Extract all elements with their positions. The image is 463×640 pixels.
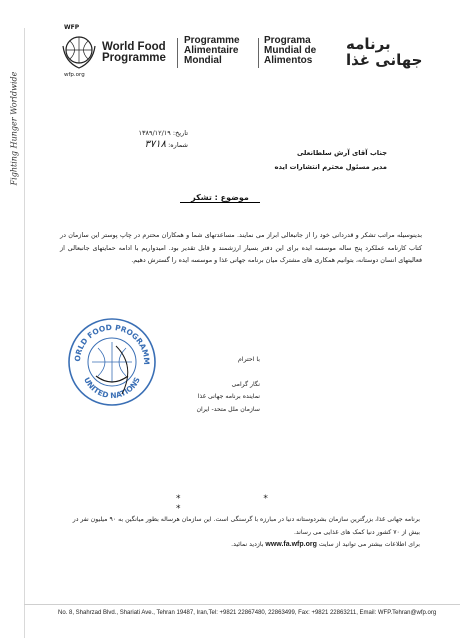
signer-name: نگار گرامی xyxy=(231,380,260,388)
header-separator xyxy=(258,38,259,68)
org-name-spanish xyxy=(264,36,316,66)
more-info-line xyxy=(60,539,420,552)
org-name-persian-line2: جهانی غذا xyxy=(346,51,423,69)
office-address: No. 8, Shahrzad Blvd., Shariati Ave., Tehran 19487, Iran,Tel: +9821 22867480, 22863499, Fax: +9821 22863211, Email: WFP.Tehran@wfp.org xyxy=(58,610,437,616)
org-name-french-line2: Alimentaire xyxy=(184,45,239,56)
about-paragraph: برنامه جهانی غذا، بزرگترین سازمان بشردوستانه دنیا در مبارزه با گرسنگی است. این سازمان هرساله بطور میانگین به ۹۰ میلیون نفر در بیش از ۷۰ کشور دنیا کمک های غذایی می رساند. xyxy=(72,516,420,536)
footer-rule xyxy=(24,604,460,605)
more-info-end: بازدید نمائید. xyxy=(231,541,264,548)
org-name-persian xyxy=(346,36,444,68)
number-label: شماره: xyxy=(168,141,188,149)
number-value: ۳۷۱۸ xyxy=(144,139,166,150)
date-label: تاریخ: xyxy=(172,129,188,137)
about-wfp xyxy=(60,514,420,552)
org-name-french xyxy=(184,36,240,66)
slogan-text: Fighting Hunger Worldwide xyxy=(9,71,19,186)
wfp-logo-icon xyxy=(60,24,98,72)
org-name-french-line3: Mondial xyxy=(184,55,222,66)
org-name-english-line1: World Food xyxy=(102,41,166,53)
svg-text:UNITED NATIONS: UNITED NATIONS xyxy=(82,375,142,401)
subject-line: موضوع : تشکر xyxy=(180,193,260,203)
signer-org: سازمان ملل متحد- ایران xyxy=(196,405,260,413)
left-margin-rule xyxy=(24,28,25,638)
more-info-start: برای اطلاعات بیشتر می توانید از سایت xyxy=(318,541,420,548)
section-divider-stars: * * * xyxy=(176,494,308,514)
letterhead xyxy=(60,24,460,80)
signer-title: نماینده برنامه جهانی غذا xyxy=(197,393,260,400)
org-name-persian-line1: برنامه xyxy=(346,35,391,53)
header-separator xyxy=(177,38,178,68)
signature-block xyxy=(140,354,260,416)
org-name-spanish-line2: Mundial de xyxy=(264,45,317,56)
recipient-title: مدیر مسئول محترم انتشارات ایده xyxy=(274,163,387,171)
wfp-url: wfp.org xyxy=(64,72,85,78)
org-name-english-line2: Programme xyxy=(102,52,166,64)
recipient-name: جناب آقای آرش سلطانعلی xyxy=(296,149,387,157)
recipient-block xyxy=(167,146,387,174)
body-paragraph: بدینوسیله مراتب تشکر و قدردانی خود را از جانبعالی ابراز می نمایند. مساعدتهای شما و همکاران محترم در چاپ پوستر این سازمان در کتاب کارنامه عملکرد پنج ساله موسسه ایده برای این دفتر بسیار ارزشمند و قابل تقدیر بود. امیدواریم با ادامه حمایتهای جانبعالی از فعالیتهای انسان دوستانه، بتوانیم همکاری های مشترک میان برنامه جهانی غذا و موسسه ایده را گسترش دهیم. xyxy=(60,231,422,264)
org-name-spanish-line3: Alimentos xyxy=(264,55,313,66)
wfp-label: WFP xyxy=(64,24,80,31)
website-link[interactable]: www.fa.wfp.org xyxy=(265,541,317,548)
org-name-french-line1: Programme xyxy=(184,35,240,46)
date-value: ۱۳۸۹/۱۲/۱۹ xyxy=(138,129,171,137)
org-name-english xyxy=(102,42,166,64)
regards-text: با احترام xyxy=(238,356,260,363)
date-line xyxy=(108,127,188,139)
slogan-sidebar xyxy=(8,28,22,238)
org-name-spanish-line1: Programa xyxy=(264,35,311,46)
svg-text:WORLD FOOD PROGRAMME: ORLD FOOD PROGRAMM xyxy=(72,322,152,365)
letter-body xyxy=(60,229,422,267)
